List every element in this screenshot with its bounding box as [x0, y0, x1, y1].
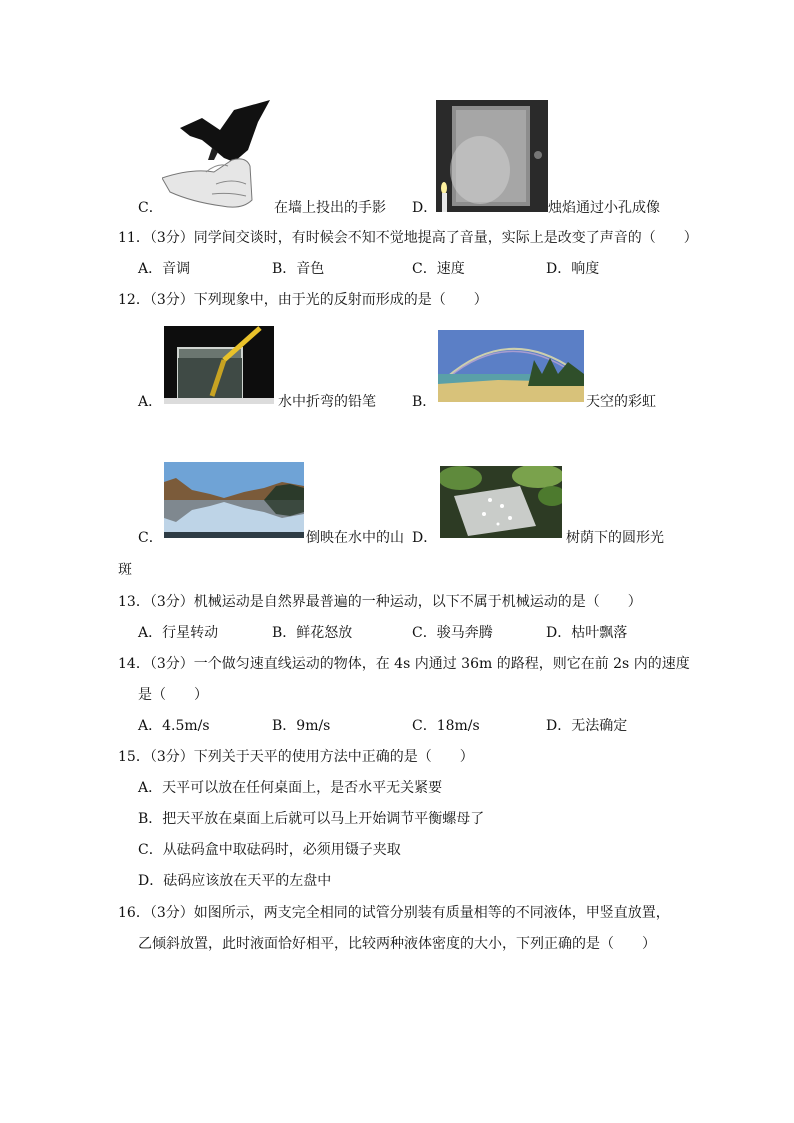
q14-option-a[interactable]: A．4.5m/s	[138, 718, 210, 734]
q11-option-c[interactable]: C．速度	[412, 261, 465, 277]
q13-option-a[interactable]: A．行星转动	[138, 625, 219, 641]
q13-option-d[interactable]: D．枯叶飘落	[546, 625, 628, 641]
q12-option-b-caption: 天空的彩虹	[586, 394, 656, 410]
q12-option-c-caption: 倒映在水中的山	[306, 530, 404, 546]
q11-option-b[interactable]: B．音色	[272, 261, 325, 277]
q15-option-c[interactable]: C．从砝码盒中取砝码时，必须用镊子夹取	[138, 842, 401, 858]
q15-stem: 15．（3分）下列关于天平的使用方法中正确的是（ ）	[118, 749, 474, 765]
q12-option-d-caption-wrap: 斑	[118, 562, 132, 578]
q11-stem: 11．（3分）同学间交谈时，有时候会不知不觉地提高了音量，实际上是改变了声音的（ ）	[118, 230, 698, 246]
q16-stem: 16．（3分）如图所示，两支完全相同的试管分别装有质量相等的不同液体，甲竖直放置，	[118, 905, 670, 921]
q15-option-a[interactable]: A．天平可以放在任何桌面上，是否水平无关紧要	[138, 780, 443, 796]
q14-option-b[interactable]: B．9m/s	[272, 718, 331, 734]
q13-option-c[interactable]: C．骏马奔腾	[412, 625, 493, 641]
q15-option-d[interactable]: D．砝码应该放在天平的左盘中	[138, 873, 332, 889]
bent-pencil-image	[164, 326, 274, 404]
q13-option-b[interactable]: B．鲜花怒放	[272, 625, 353, 641]
q10-option-d-caption: 烛焰通过小孔成像	[548, 200, 660, 216]
q12-option-d-letter[interactable]: D．	[412, 530, 438, 546]
q14-option-d[interactable]: D．无法确定	[546, 718, 628, 734]
q14-stem: 14．（3分）一个做匀速直线运动的物体，在 4s 内通过 36m 的路程，则它在前 2s 内的速度	[118, 656, 690, 672]
q11-option-d[interactable]: D．响度	[546, 261, 600, 277]
q12-option-a-caption: 水中折弯的铅笔	[278, 394, 376, 410]
q13-stem: 13．（3分）机械运动是自然界最普遍的一种运动，以下不属于机械运动的是（ ）	[118, 594, 642, 610]
rainbow-image	[438, 330, 584, 402]
q12-option-d-caption: 树荫下的圆形光	[566, 530, 664, 546]
q12-option-b-letter[interactable]: B．	[412, 394, 437, 410]
q12-stem: 12．（3分）下列现象中，由于光的反射而形成的是（ ）	[118, 292, 488, 308]
q14-stem-continued: 是（ ）	[138, 687, 208, 703]
q12-option-c-letter[interactable]: C．	[138, 530, 163, 546]
q15-option-b[interactable]: B．把天平放在桌面上后就可以马上开始调节平衡螺母了	[138, 811, 485, 827]
q12-option-a-letter[interactable]: A．	[138, 394, 163, 410]
q14-option-c[interactable]: C．18m/s	[412, 718, 480, 734]
candle-pinhole-image	[436, 100, 548, 212]
q16-stem-continued: 乙倾斜放置，此时液面恰好相平，比较两种液体密度的大小，下列正确的是（ ）	[138, 936, 656, 952]
q10-option-c-caption: 在墙上投出的手影	[274, 200, 386, 216]
q10-option-d-letter: D．	[412, 200, 438, 216]
mountain-reflection-image	[164, 462, 304, 538]
q11-option-a[interactable]: A．音调	[138, 261, 191, 277]
tree-shade-light-spots-image	[440, 466, 562, 538]
q10-option-c-letter: C．	[138, 200, 163, 216]
hand-shadow-image	[162, 100, 272, 212]
